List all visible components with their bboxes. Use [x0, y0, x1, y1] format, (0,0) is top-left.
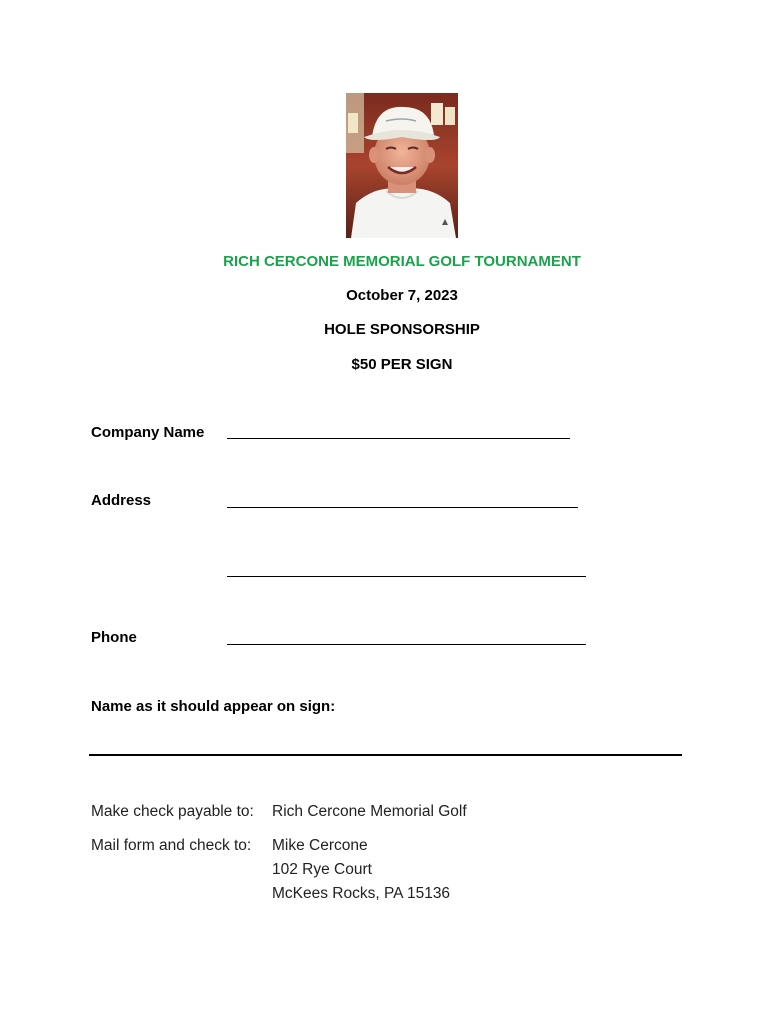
phone-label: Phone [91, 629, 137, 646]
phone-field[interactable] [227, 644, 586, 645]
event-date: October 7, 2023 [346, 287, 458, 304]
sign-name-field[interactable] [89, 754, 682, 756]
memorial-photo [346, 93, 458, 238]
company-name-label: Company Name [91, 424, 205, 441]
payable-value: Rich Cercone Memorial Golf [272, 803, 467, 820]
payable-label: Make check payable to: [91, 803, 254, 820]
sponsorship-heading: HOLE SPONSORSHIP [324, 321, 480, 338]
mail-recipient-name: Mike Cercone [272, 837, 368, 854]
mail-label: Mail form and check to: [91, 837, 252, 854]
sign-price: $50 PER SIGN [351, 356, 453, 373]
address-field-line-2[interactable] [227, 576, 586, 577]
mail-street: 102 Rye Court [272, 861, 372, 878]
address-field-line-1[interactable] [227, 507, 578, 508]
sign-name-label: Name as it should appear on sign: [91, 698, 336, 715]
address-label: Address [91, 492, 152, 509]
company-name-field[interactable] [227, 438, 570, 439]
mail-city: McKees Rocks, PA 15136 [272, 885, 451, 902]
tournament-title: RICH CERCONE MEMORIAL GOLF TOURNAMENT [223, 253, 581, 270]
